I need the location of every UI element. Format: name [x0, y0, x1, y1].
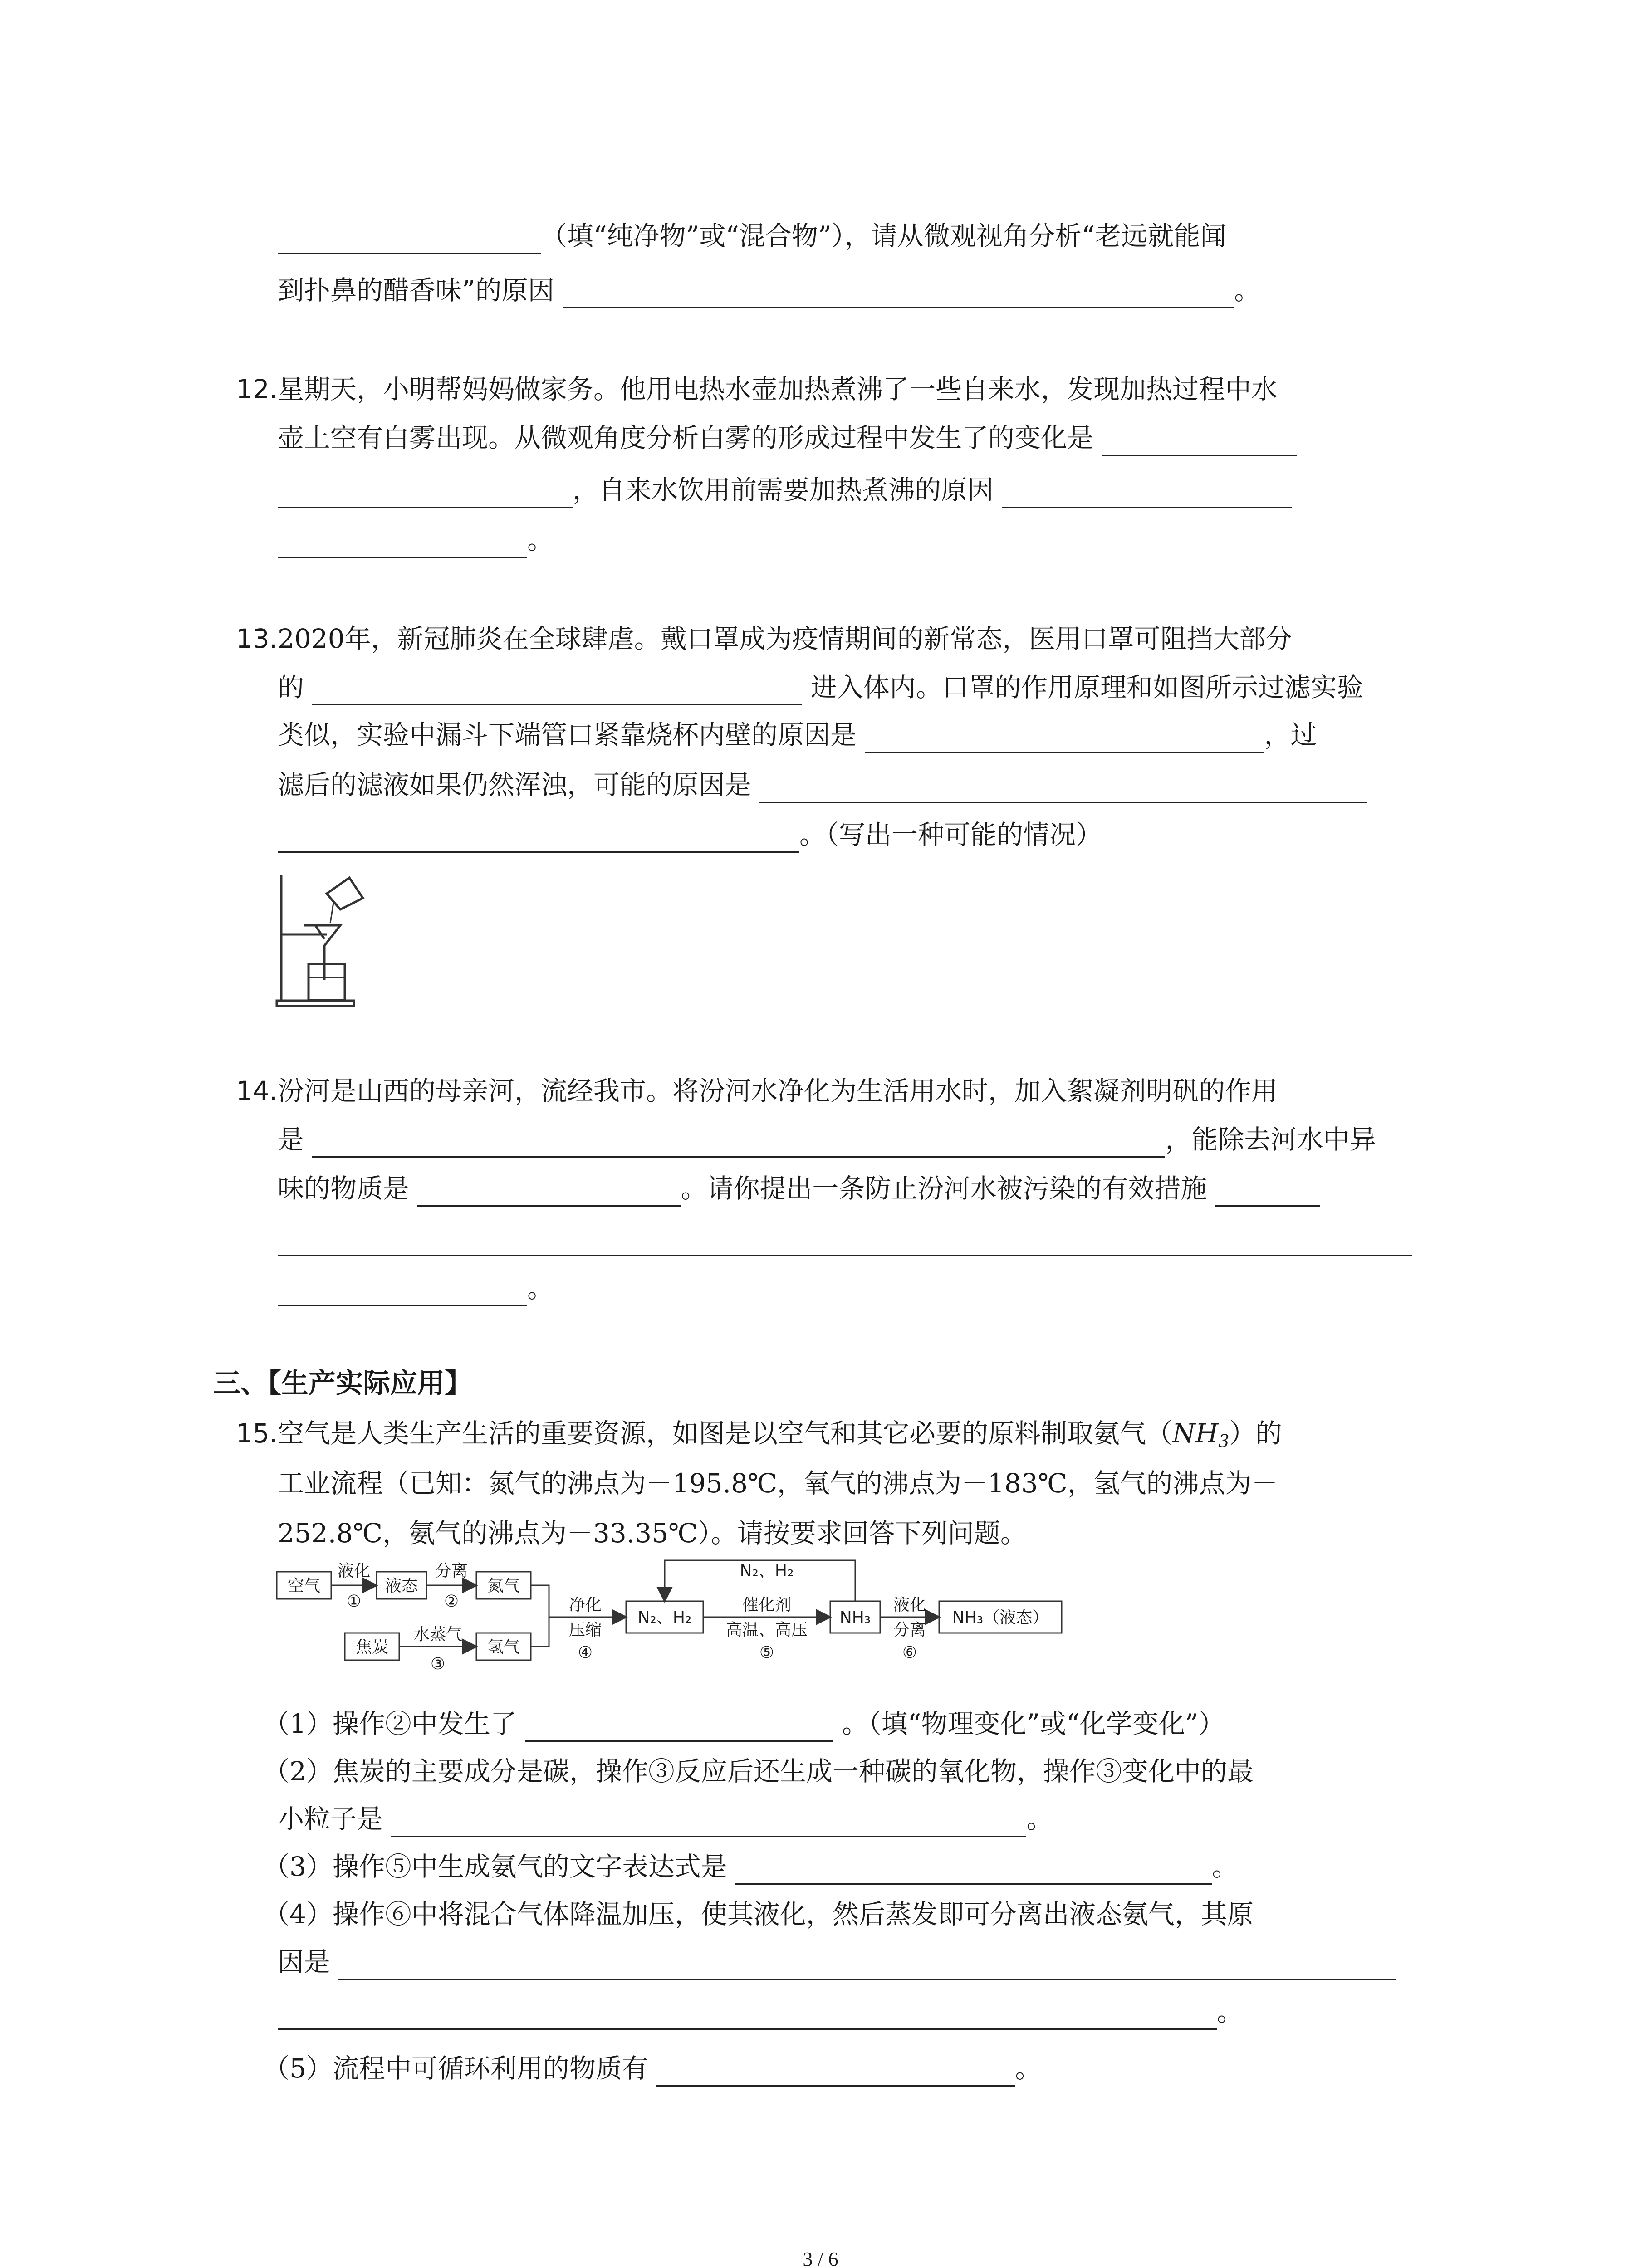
- q14-text-3b: 。请你提出一条防止汾河水被污染的有效措施: [681, 1173, 1207, 1204]
- q13-blank-2[interactable]: [865, 723, 1264, 753]
- q15-blank-4[interactable]: [338, 1950, 1396, 1980]
- q11-line2: [278, 272, 1260, 308]
- flow-air: 空气: [287, 1577, 321, 1595]
- q12-period: 。: [527, 524, 554, 555]
- q13-text-5: 。（写出一种可能的情况）: [799, 819, 1102, 850]
- flow-separate1: 分离: [435, 1562, 468, 1580]
- flow-step6: ⑥: [902, 1643, 917, 1662]
- q14-blank-2[interactable]: [417, 1177, 681, 1207]
- q15-blank-1[interactable]: [525, 1712, 833, 1742]
- flow-catalyst: 催化剂: [742, 1596, 792, 1614]
- q13-line2: [278, 669, 1363, 705]
- q13-line4: [278, 767, 1367, 803]
- q14-period: 。: [527, 1273, 554, 1304]
- q12-blank-3[interactable]: [1002, 479, 1292, 508]
- q15-blank-2[interactable]: [391, 1808, 1026, 1837]
- flow-step2: ②: [444, 1592, 459, 1611]
- flow-product: NH₃（液态）: [952, 1608, 1049, 1627]
- stand-base: [277, 1001, 354, 1006]
- q13-text-2a: 的: [278, 672, 304, 703]
- flow-recycle: N₂、H₂: [740, 1562, 794, 1580]
- q11-text-2: 到扑鼻的醋香味”的原因: [278, 275, 554, 306]
- flow-step3: ③: [430, 1655, 446, 1673]
- q14-line4: [278, 1220, 1412, 1256]
- filtration-apparatus-figure: [272, 866, 381, 1012]
- q14-number: 14.: [236, 1075, 278, 1106]
- q13-line1: 2020年，新冠肺炎在全球肆虐。戴口罩成为疫情期间的新常态，医用口罩可阻挡大部分: [278, 623, 1292, 654]
- q15-part3-period: 。: [1212, 1851, 1239, 1882]
- q13-blank-4[interactable]: [278, 823, 799, 853]
- flow-step1: ①: [346, 1592, 362, 1611]
- flow-conditions: 高温、高压: [725, 1621, 808, 1639]
- q15-part4-line3: [278, 1994, 1243, 2030]
- page-number: 3 / 6: [803, 2248, 838, 2268]
- q15-part4-period: 。: [1217, 1996, 1244, 2027]
- q15-part5-text: （5）流程中可循环利用的物质有: [263, 2053, 648, 2084]
- q13-number: 13.: [236, 623, 278, 654]
- q14-blank-1[interactable]: [312, 1128, 1165, 1158]
- flow-step5: ⑤: [759, 1643, 774, 1662]
- q15-part5: [263, 2050, 1041, 2087]
- section-title: 三、【生产实际应用】: [213, 1368, 472, 1399]
- beaker: [309, 964, 345, 1000]
- flow-liquefy2: 液化: [893, 1596, 926, 1614]
- q12-text-2: 壶上空有白雾出现。从微观角度分析白雾的形成过程中发生了的变化是: [278, 422, 1094, 453]
- q15-part2-text: 小粒子是: [278, 1804, 383, 1834]
- q11-period: 。: [1234, 275, 1261, 306]
- glass-rod: [330, 903, 333, 923]
- flow-step4: ④: [578, 1643, 593, 1662]
- q12-line1: 星期天，小明帮妈妈做家务。他用电热水壶加热煮沸了一些自来水，发现加热过程中水: [278, 374, 1278, 405]
- q15-part1-text: （1）操作②中发生了: [263, 1708, 517, 1739]
- q13-blank-3[interactable]: [759, 773, 1367, 803]
- q14-blank-3[interactable]: [1215, 1177, 1320, 1207]
- q14-line3: [278, 1170, 1320, 1207]
- flow-liquid-air: 液态: [385, 1577, 418, 1595]
- flow-purify: 净化: [568, 1596, 602, 1614]
- q13-line5: [278, 816, 1102, 853]
- q13-text-3b: ，过: [1264, 719, 1317, 750]
- q15-part1: [263, 1706, 1225, 1742]
- q15-part3: [263, 1848, 1238, 1885]
- q15-blank-6[interactable]: [656, 2057, 1015, 2087]
- q14-text-3a: 味的物质是: [278, 1173, 410, 1204]
- q15-part2-line2: [278, 1801, 1053, 1837]
- q13-line3: [278, 717, 1317, 753]
- q12-blank-1[interactable]: [1102, 426, 1297, 456]
- q14-line2: [278, 1121, 1376, 1158]
- q12-text-3: ，自来水饮用前需要加热煮沸的原因: [573, 474, 994, 505]
- flow-steam: 水蒸气: [413, 1625, 463, 1644]
- q14-line5: [278, 1270, 554, 1306]
- flow-nitrogen: 氮气: [487, 1577, 520, 1595]
- q13-text-4: 滤后的滤液如果仍然浑浊，可能的原因是: [278, 769, 752, 800]
- q13-blank-1[interactable]: [312, 676, 802, 705]
- q15-line3: 252.8℃，氨气的沸点为－33.35℃）。请按要求回答下列问题。: [278, 1518, 1027, 1549]
- ammonia-flow-diagram: [272, 1556, 1112, 1706]
- q15-blank-3[interactable]: [735, 1855, 1212, 1885]
- q15-part5-period: 。: [1015, 2053, 1042, 2084]
- q13-text-3a: 类似，实验中漏斗下端管口紧靠烧杯内壁的原因是: [278, 719, 857, 750]
- q12-blank-2[interactable]: [278, 479, 573, 508]
- q11-line1: [278, 218, 1226, 254]
- flow-nh3: NH₃: [839, 1608, 871, 1627]
- flow-liquefy1: 液化: [337, 1562, 371, 1580]
- q15-blank-5[interactable]: [278, 2000, 1217, 2030]
- nh3-formula: NH: [1172, 1418, 1219, 1449]
- pouring-beaker: [327, 878, 363, 909]
- flow-separate2: 分离: [893, 1621, 926, 1639]
- q15-part4-line2: [278, 1944, 1396, 1980]
- q11-text-1: （填“纯净物”或“混合物”），请从微观视角分析“老远就能闻: [541, 220, 1227, 251]
- q14-blank-4[interactable]: [278, 1227, 1412, 1256]
- q12-line2: [278, 420, 1297, 456]
- nh3-subscript: 3: [1218, 1431, 1230, 1451]
- q15-line2: 工业流程（已知：氮气的沸点为－195.8℃，氧气的沸点为－183℃，氢气的沸点为－: [278, 1468, 1278, 1499]
- q15-text-1a: 空气是人类生产生活的重要资源，如图是以空气和其它必要的原料制取氨气（: [278, 1418, 1173, 1449]
- q12-number: 12.: [236, 374, 278, 405]
- q15-part2-period: 。: [1026, 1804, 1053, 1834]
- q13-text-2b: 进入体内。口罩的作用原理和如图所示过滤实验: [810, 672, 1363, 703]
- q15-text-1b: ）的: [1229, 1418, 1282, 1449]
- q15-number: 15.: [236, 1418, 278, 1449]
- q15-part3-text: （3）操作⑤中生成氨气的文字表达式是: [263, 1851, 727, 1882]
- q14-text-2a: 是: [278, 1124, 304, 1155]
- q15-part2: （2）焦炭的主要成分是碳，操作③反应后还生成一种碳的氧化物，操作③变化中的最: [263, 1756, 1254, 1787]
- q14-line1: 汾河是山西的母亲河，流经我市。将汾河水净化为生活用水时，加入絮凝剂明矾的作用: [278, 1075, 1278, 1106]
- q12-line3: [278, 472, 1292, 508]
- flow-compress: 压缩: [568, 1621, 602, 1639]
- q15-part4-text: 因是: [278, 1946, 331, 1977]
- q14-blank-5[interactable]: [278, 1277, 527, 1306]
- flow-hydrogen: 氢气: [487, 1638, 520, 1657]
- q12-blank-4[interactable]: [278, 528, 527, 558]
- q14-text-2b: ，能除去河水中异: [1165, 1124, 1376, 1155]
- q15-line1: [278, 1415, 1282, 1459]
- q15-part4: （4）操作⑥中将混合气体降温加压，使其液化，然后蒸发即可分离出液态氨气，其原: [263, 1899, 1254, 1930]
- flow-coke: 焦炭: [355, 1638, 389, 1657]
- flow-n2h2: N₂、H₂: [637, 1608, 692, 1627]
- q11-blank-2[interactable]: [563, 279, 1234, 308]
- q12-line4: [278, 522, 554, 558]
- q15-part1-hint: 。（填“物理变化”或“化学变化”）: [842, 1708, 1225, 1739]
- q11-blank-1[interactable]: [278, 225, 541, 254]
